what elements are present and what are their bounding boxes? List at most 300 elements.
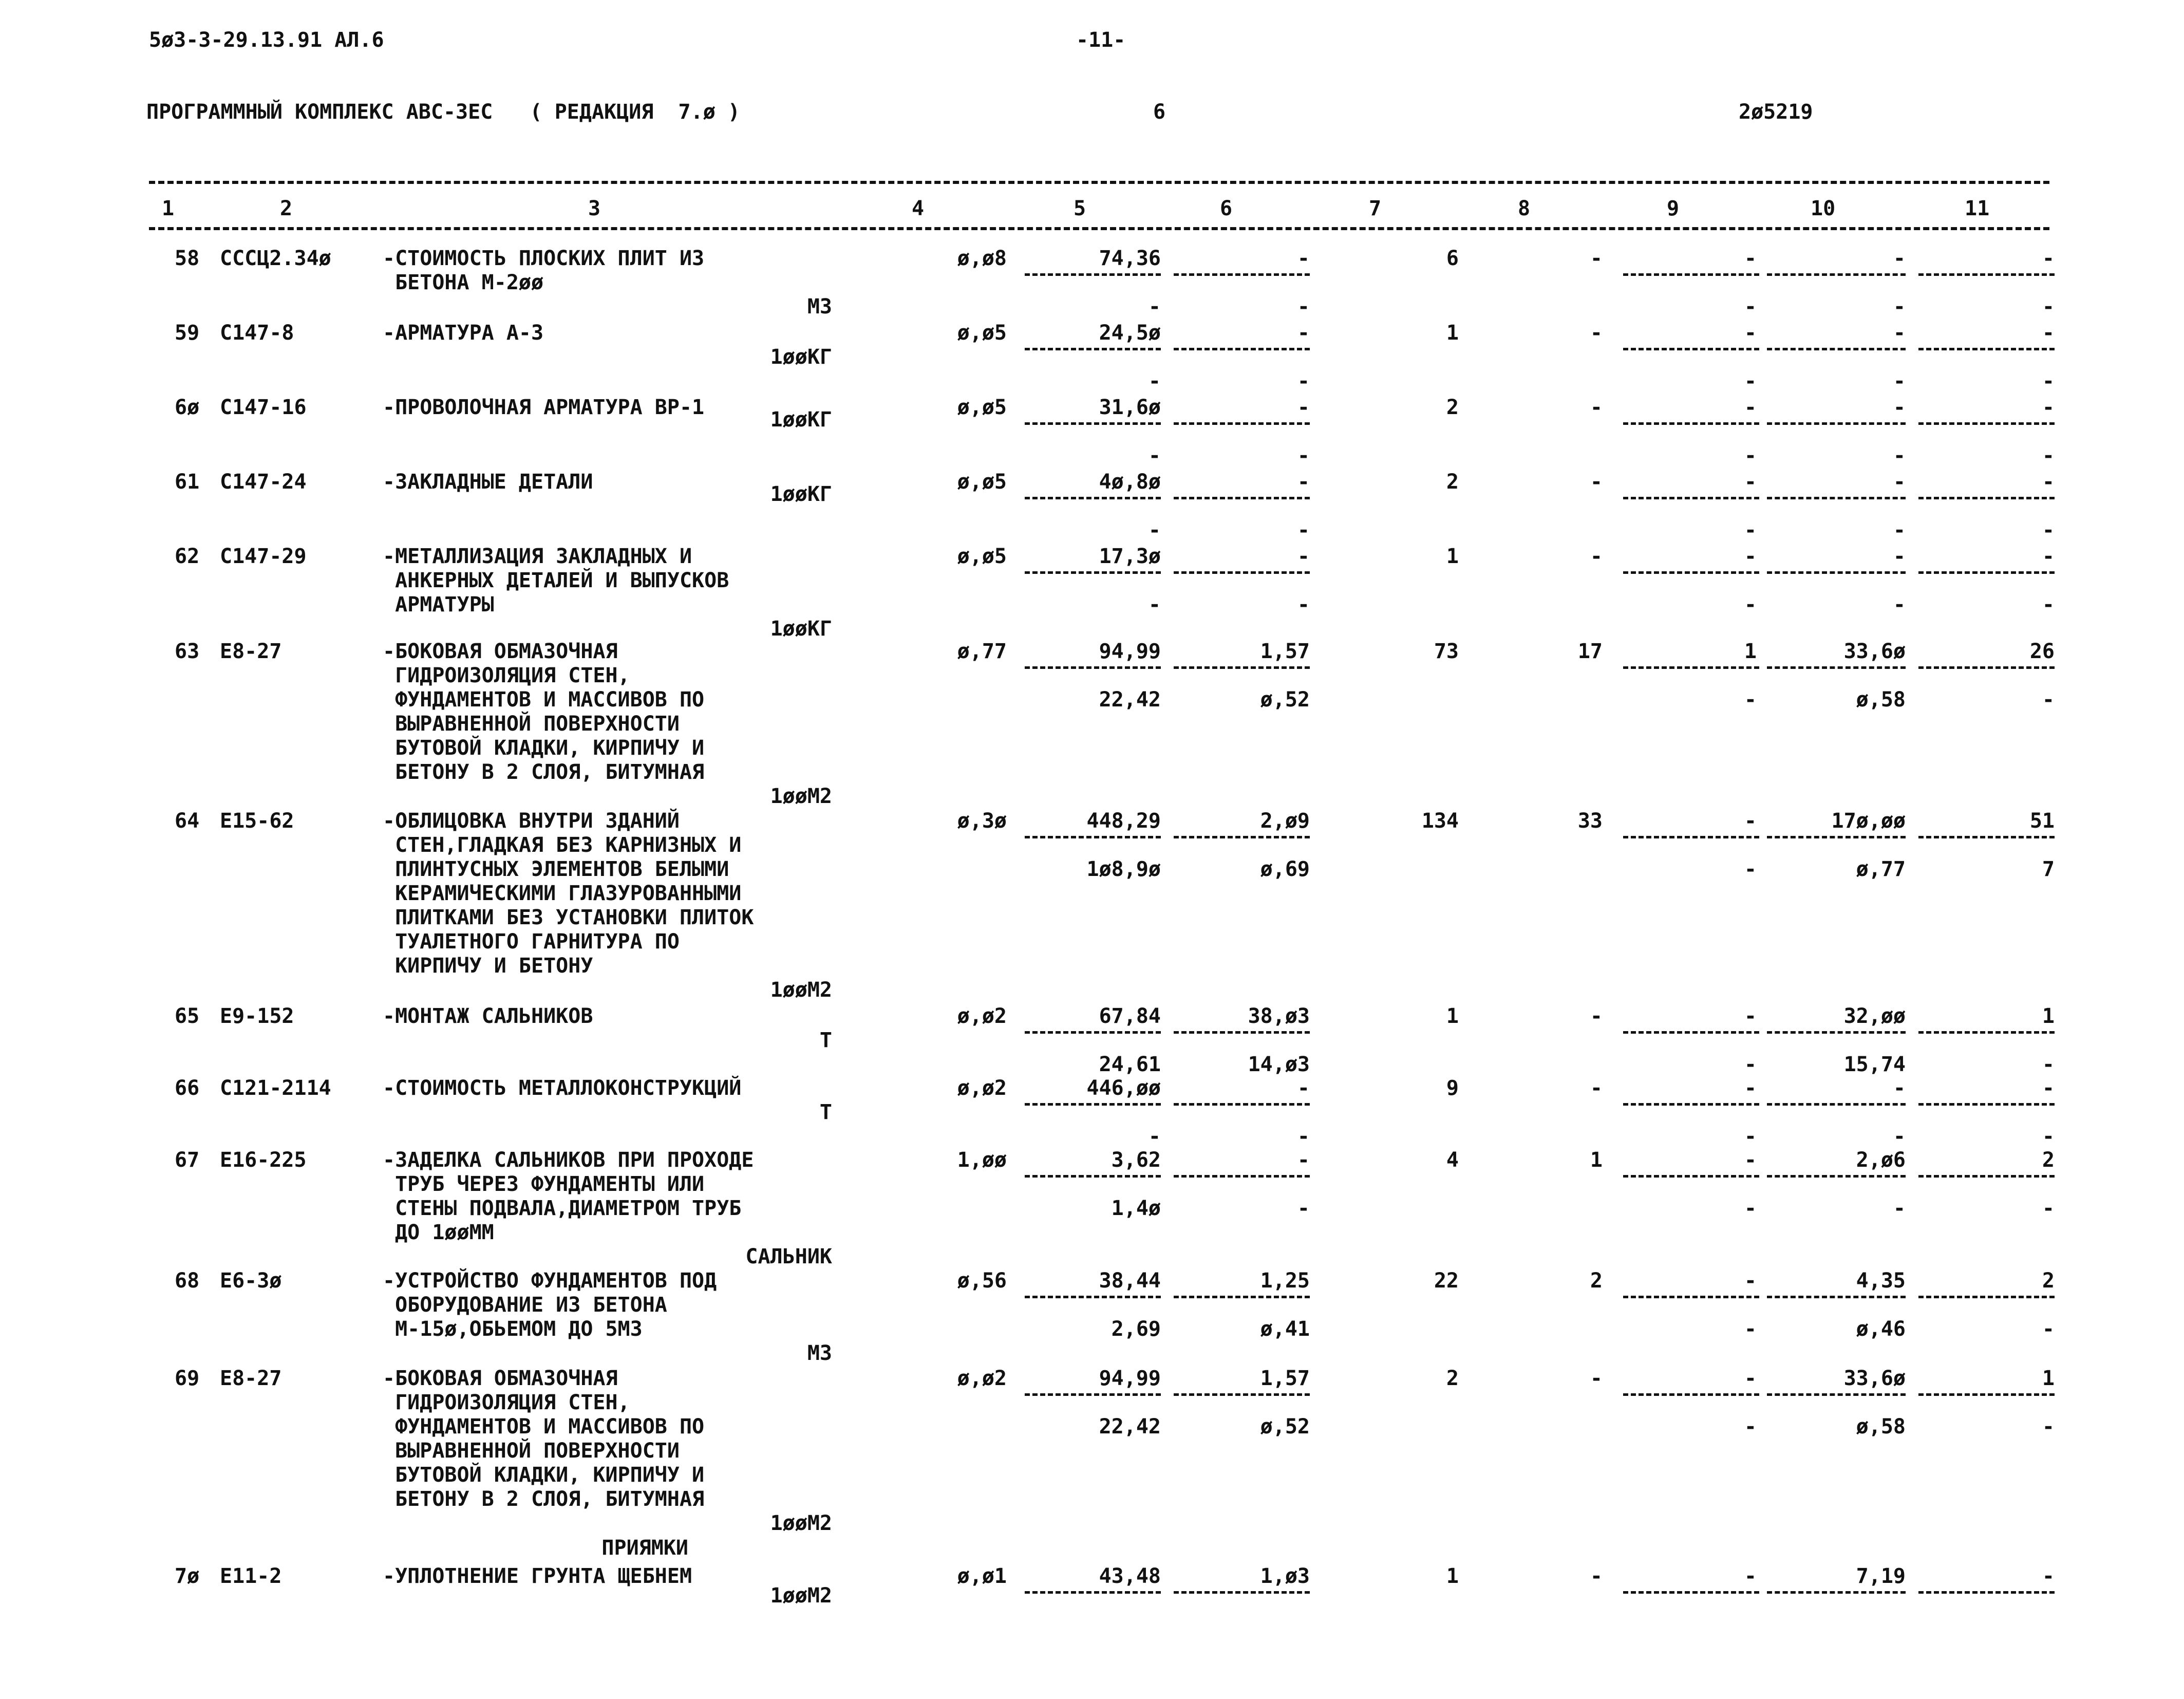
labor-total-cell: 51	[2029, 809, 2055, 833]
row-number: 64	[175, 809, 200, 833]
quantity-cell: ø,ø5	[957, 470, 1007, 494]
cell-separator-line	[1025, 1031, 1161, 1034]
unit-wage-cell: -	[1148, 444, 1161, 468]
machine-wage-cell: ø,69	[1260, 857, 1310, 881]
row-number: 62	[175, 545, 200, 568]
cell-separator-line	[1918, 422, 2055, 425]
column-9-cell: -	[1744, 1367, 1757, 1390]
cell-separator-line	[1918, 497, 2055, 499]
labor-total-sub-cell: -	[2042, 1317, 2055, 1341]
labor-total-sub-cell: -	[2042, 295, 2055, 319]
cell-separator-line	[1918, 1103, 2055, 1106]
machine-cost-cell: 1,57	[1260, 640, 1310, 663]
cell-separator-line	[1174, 1103, 1310, 1106]
labor-total-cell: 26	[2029, 640, 2055, 663]
total-cost-cell: 2	[1446, 1367, 1459, 1390]
labor-sub-cell: -	[1893, 518, 1906, 542]
cell-separator-line	[1767, 1103, 1906, 1106]
quantity-cell: ø,56	[957, 1269, 1007, 1293]
machine-cost-cell: -	[1297, 545, 1310, 568]
machine-cost-cell: 1,25	[1260, 1269, 1310, 1293]
column-9-sub-cell: -	[1744, 444, 1757, 468]
wages-cell: -	[1590, 1076, 1603, 1100]
quantity-cell: ø,ø2	[957, 1076, 1007, 1100]
quantity-cell: ø,ø2	[957, 1367, 1007, 1390]
row-number: 61	[175, 470, 200, 494]
unit-wage-cell: 22,42	[1099, 1415, 1161, 1439]
wages-cell: -	[1590, 321, 1603, 345]
cell-separator-line	[1918, 666, 2055, 669]
cell-separator-line	[1025, 422, 1161, 425]
cell-separator-line	[1025, 497, 1161, 499]
machine-wage-cell: -	[1297, 518, 1310, 542]
unit-wage-cell: -	[1148, 518, 1161, 542]
unit-wage-cell: 1ø8,9ø	[1086, 857, 1161, 881]
cell-separator-line	[1025, 666, 1161, 669]
machine-wage-cell: 14,ø3	[1248, 1053, 1310, 1076]
cell-separator-line	[1174, 1296, 1310, 1298]
row-number: 66	[175, 1076, 200, 1100]
table-row	[0, 247, 2184, 321]
labor-sub-cell: ø,58	[1856, 1415, 1906, 1439]
table-top-rule	[149, 181, 2049, 184]
labor-total-cell: 1	[2042, 1004, 2055, 1028]
cell-separator-line	[1767, 1591, 1906, 1594]
labor-cell: 4,35	[1856, 1269, 1906, 1293]
unit-of-measure: САЛЬНИК	[745, 1245, 832, 1268]
program-title: ПРОГРАММНЫЙ КОМПЛЕКС АВС-3ЕС ( РЕДАКЦИЯ 7.ø )	[146, 100, 740, 124]
cell-separator-line	[1025, 1393, 1161, 1396]
total-cost-cell: 1	[1446, 1004, 1459, 1028]
labor-total-sub-cell: -	[2042, 593, 2055, 617]
labor-total-sub-cell: -	[2042, 518, 2055, 542]
column-9-sub-cell: -	[1744, 857, 1757, 881]
unit-of-measure: 1øøКГ	[770, 617, 832, 641]
document-code: 5ø3-3-29.13.91 АЛ.6	[149, 28, 384, 52]
table-row	[0, 545, 2184, 640]
labor-total-sub-cell: -	[2042, 1053, 2055, 1076]
work-description: -МОНТАЖ САЛЬНИКОВ	[383, 1004, 593, 1028]
rate-code: Е8-27	[220, 1367, 282, 1390]
labor-sub-cell: ø,77	[1856, 857, 1906, 881]
unit-of-measure: 1øøКГ	[770, 408, 832, 432]
cell-separator-line	[1623, 497, 1759, 499]
work-description: -ПРОВОЛОЧНАЯ АРМАТУРА ВР-1	[383, 396, 705, 419]
cell-separator-line	[1174, 273, 1310, 276]
cell-separator-line	[1767, 1296, 1906, 1298]
work-description: -СТОИМОСТЬ ПЛОСКИХ ПЛИТ ИЗ БЕТОНА М-2øø	[383, 247, 705, 294]
column-9-cell: -	[1744, 1076, 1757, 1100]
cell-separator-line	[1767, 1175, 1906, 1178]
labor-total-cell: 2	[2042, 1148, 2055, 1172]
wages-cell: -	[1590, 545, 1603, 568]
cell-separator-line	[1623, 273, 1759, 276]
machine-cost-cell: -	[1297, 396, 1310, 419]
column-header: 8	[1518, 197, 1531, 220]
labor-sub-cell: ø,46	[1856, 1317, 1906, 1341]
column-9-sub-cell: -	[1744, 1053, 1757, 1076]
labor-total-sub-cell: 7	[2042, 857, 2055, 881]
labor-sub-cell: -	[1893, 295, 1906, 319]
machine-wage-cell: -	[1297, 593, 1310, 617]
unit-wage-cell: 1,4ø	[1111, 1197, 1161, 1220]
labor-total-sub-cell: -	[2042, 444, 2055, 468]
column-header: 7	[1369, 197, 1382, 220]
quantity-cell: ø,ø8	[957, 247, 1007, 270]
total-cost-cell: 6	[1446, 247, 1459, 270]
cell-separator-line	[1767, 422, 1906, 425]
work-description: -БОКОВАЯ ОБМАЗОЧНАЯ ГИДРОИЗОЛЯЦИЯ СТЕН, ФУНДАМЕНТОВ И МАССИВОВ ПО ВЫРАВНЕННОЙ ПОВЕРХНОСТИ БУТОВОЙ КЛАДКИ, КИРПИЧУ И БЕТОНУ В 2 СЛОЯ, БИТУМНАЯ	[383, 1367, 705, 1511]
cell-separator-line	[1623, 1591, 1759, 1594]
machine-wage-cell: ø,52	[1260, 688, 1310, 712]
cell-separator-line	[1623, 1393, 1759, 1396]
work-description: -СТОИМОСТЬ МЕТАЛЛОКОНСТРУКЦИЙ	[383, 1076, 742, 1100]
table-row	[0, 470, 2184, 545]
work-description: -ЗАДЕЛКА САЛЬНИКОВ ПРИ ПРОХОДЕ ТРУБ ЧЕРЕЗ ФУНДАМЕНТЫ ИЛИ СТЕНЫ ПОДВАЛА,ДИАМЕТРОМ ТРУБ ДО 1øøММ	[383, 1148, 754, 1244]
labor-cell: -	[1893, 470, 1906, 494]
work-description: -ЗАКЛАДНЫЕ ДЕТАЛИ	[383, 470, 593, 494]
column-9-cell: -	[1744, 1148, 1757, 1172]
document-number: 2ø5219	[1739, 100, 1813, 124]
labor-cell: 33,6ø	[1843, 640, 1906, 663]
work-description: -БОКОВАЯ ОБМАЗОЧНАЯ ГИДРОИЗОЛЯЦИЯ СТЕН, ФУНДАМЕНТОВ И МАССИВОВ ПО ВЫРАВНЕННОЙ ПОВЕРХНОСТИ БУТОВОЙ КЛАДКИ, КИРПИЧУ И БЕТОНУ В 2 СЛОЯ, БИТУМНАЯ	[383, 640, 705, 784]
machine-cost-cell: -	[1297, 1148, 1310, 1172]
row-number: 68	[175, 1269, 200, 1293]
labor-total-sub-cell: -	[2042, 1125, 2055, 1148]
unit-of-measure: 1øøКГ	[770, 482, 832, 506]
cell-separator-line	[1623, 348, 1759, 350]
labor-total-cell: 1	[2042, 1367, 2055, 1390]
labor-cell: -	[1893, 1076, 1906, 1100]
cell-separator-line	[1174, 1175, 1310, 1178]
unit-of-measure: М3	[807, 295, 832, 319]
wages-cell: 33	[1577, 809, 1603, 833]
column-header: 1	[162, 197, 175, 220]
page-number: -11-	[1076, 28, 1126, 52]
cell-separator-line	[1174, 666, 1310, 669]
column-header: 9	[1667, 197, 1680, 220]
rate-code: Е9-152	[220, 1004, 294, 1028]
cell-separator-line	[1623, 1031, 1759, 1034]
quantity-cell: ø,ø5	[957, 545, 1007, 568]
cell-separator-line	[1174, 348, 1310, 350]
table-row	[0, 1148, 2184, 1269]
column-header: 2	[280, 197, 293, 220]
column-header: 3	[588, 197, 601, 220]
unit-cost-cell: 4ø,8ø	[1099, 470, 1161, 494]
machine-cost-cell: -	[1297, 247, 1310, 270]
unit-wage-cell: 22,42	[1099, 688, 1161, 712]
unit-of-measure: 1øøКГ	[770, 345, 832, 369]
wages-cell: -	[1590, 1367, 1603, 1390]
table-row	[0, 809, 2184, 1004]
column-9-sub-cell: -	[1744, 1415, 1757, 1439]
quantity-cell: ø,ø5	[957, 321, 1007, 345]
labor-sub-cell: ø,58	[1856, 688, 1906, 712]
unit-cost-cell: 3,62	[1111, 1148, 1161, 1172]
wages-cell: -	[1590, 396, 1603, 419]
unit-wage-cell: -	[1148, 1125, 1161, 1148]
labor-total-cell: -	[2042, 1564, 2055, 1588]
quantity-cell: ø,ø5	[957, 396, 1007, 419]
unit-wage-cell: -	[1148, 295, 1161, 319]
column-header: 11	[1965, 197, 1990, 220]
labor-cell: 32,øø	[1843, 1004, 1906, 1028]
column-9-cell: -	[1744, 247, 1757, 270]
total-cost-cell: 2	[1446, 396, 1459, 419]
cell-separator-line	[1025, 571, 1161, 574]
rate-code: СССЦ2.34ø	[220, 247, 331, 270]
table-row	[0, 1269, 2184, 1367]
total-cost-cell: 1	[1446, 1564, 1459, 1588]
cell-separator-line	[1767, 348, 1906, 350]
cell-separator-line	[1918, 1031, 2055, 1034]
table-row	[0, 1076, 2184, 1148]
work-description: -УПЛОТНЕНИЕ ГРУНТА ЩЕБНЕМ	[383, 1564, 692, 1588]
labor-cell: -	[1893, 396, 1906, 419]
labor-cell: 2,ø6	[1856, 1148, 1906, 1172]
column-9-cell: -	[1744, 1564, 1757, 1588]
cell-separator-line	[1174, 1591, 1310, 1594]
machine-wage-cell: ø,41	[1260, 1317, 1310, 1341]
unit-cost-cell: 448,29	[1086, 809, 1161, 833]
total-cost-cell: 134	[1421, 809, 1459, 833]
cell-separator-line	[1918, 571, 2055, 574]
cell-separator-line	[1918, 1591, 2055, 1594]
column-9-sub-cell: -	[1744, 1197, 1757, 1220]
cell-separator-line	[1767, 571, 1906, 574]
wages-cell: 17	[1577, 640, 1603, 663]
labor-sub-cell: -	[1893, 593, 1906, 617]
unit-cost-cell: 38,44	[1099, 1269, 1161, 1293]
machine-cost-cell: -	[1297, 1076, 1310, 1100]
table-row	[0, 321, 2184, 396]
table-row	[0, 640, 2184, 809]
unit-cost-cell: 67,84	[1099, 1004, 1161, 1028]
unit-wage-cell: -	[1148, 369, 1161, 393]
cell-separator-line	[1918, 348, 2055, 350]
rate-code: С121-2114	[220, 1076, 331, 1100]
unit-of-measure: М3	[807, 1341, 832, 1365]
cell-separator-line	[1174, 1393, 1310, 1396]
wages-cell: -	[1590, 247, 1603, 270]
unit-cost-cell: 31,6ø	[1099, 396, 1161, 419]
table-row	[0, 1004, 2184, 1076]
cell-separator-line	[1025, 348, 1161, 350]
unit-of-measure: 1øøМ2	[770, 978, 832, 1002]
unit-of-measure: 1øøМ2	[770, 1584, 832, 1608]
quantity-cell: ø,77	[957, 640, 1007, 663]
total-cost-cell: 1	[1446, 321, 1459, 345]
column-9-sub-cell: -	[1744, 688, 1757, 712]
rate-code: С147-16	[220, 396, 307, 419]
labor-total-cell: -	[2042, 545, 2055, 568]
rate-code: Е8-27	[220, 640, 282, 663]
column-9-cell: -	[1744, 1269, 1757, 1293]
cell-separator-line	[1918, 1296, 2055, 1298]
labor-sub-cell: -	[1893, 1125, 1906, 1148]
unit-of-measure: Т	[819, 1100, 832, 1124]
cell-separator-line	[1767, 836, 1906, 838]
labor-cell: -	[1893, 321, 1906, 345]
labor-sub-cell: -	[1893, 369, 1906, 393]
machine-cost-cell: 1,ø3	[1260, 1564, 1310, 1588]
cell-separator-line	[1174, 571, 1310, 574]
column-header-row	[0, 197, 2184, 222]
labor-total-cell: -	[2042, 321, 2055, 345]
unit-cost-cell: 94,99	[1099, 1367, 1161, 1390]
cell-separator-line	[1918, 1393, 2055, 1396]
column-9-cell: -	[1744, 396, 1757, 419]
unit-wage-cell: -	[1148, 593, 1161, 617]
labor-cell: -	[1893, 247, 1906, 270]
machine-cost-cell: 2,ø9	[1260, 809, 1310, 833]
column-header: 4	[912, 197, 925, 220]
labor-total-cell: -	[2042, 396, 2055, 419]
machine-wage-cell: -	[1297, 295, 1310, 319]
cell-separator-line	[1623, 1296, 1759, 1298]
labor-total-cell: 2	[2042, 1269, 2055, 1293]
quantity-cell: ø,3ø	[957, 809, 1007, 833]
column-9-cell: 1	[1744, 640, 1757, 663]
total-cost-cell: 73	[1434, 640, 1459, 663]
column-header: 10	[1811, 197, 1836, 220]
machine-cost-cell: 38,ø3	[1248, 1004, 1310, 1028]
column-9-sub-cell: -	[1744, 518, 1757, 542]
cell-separator-line	[1623, 666, 1759, 669]
cell-separator-line	[1623, 1175, 1759, 1178]
row-number: 6ø	[175, 396, 200, 419]
quantity-cell: 1,øø	[957, 1148, 1007, 1172]
column-header: 6	[1220, 197, 1233, 220]
wages-cell: -	[1590, 1004, 1603, 1028]
unit-cost-cell: 24,5ø	[1099, 321, 1161, 345]
cell-separator-line	[1623, 571, 1759, 574]
unit-of-measure: 1øøМ2	[770, 785, 832, 808]
cell-separator-line	[1767, 1393, 1906, 1396]
total-cost-cell: 2	[1446, 470, 1459, 494]
total-cost-cell: 1	[1446, 545, 1459, 568]
labor-sub-cell: -	[1893, 444, 1906, 468]
column-9-sub-cell: -	[1744, 1317, 1757, 1341]
unit-cost-cell: 17,3ø	[1099, 545, 1161, 568]
machine-wage-cell: ø,52	[1260, 1415, 1310, 1439]
cell-separator-line	[1623, 836, 1759, 838]
labor-cell: 17ø,øø	[1831, 809, 1906, 833]
cell-separator-line	[1174, 422, 1310, 425]
cell-separator-line	[1174, 836, 1310, 838]
column-9-sub-cell: -	[1744, 295, 1757, 319]
labor-total-sub-cell: -	[2042, 688, 2055, 712]
column-9-sub-cell: -	[1744, 1125, 1757, 1148]
machine-cost-cell: -	[1297, 470, 1310, 494]
rate-code: Е11-2	[220, 1564, 282, 1588]
table-row	[0, 1564, 2184, 1621]
unit-wage-cell: 24,61	[1099, 1053, 1161, 1076]
cell-separator-line	[1025, 1296, 1161, 1298]
unit-wage-cell: 2,69	[1111, 1317, 1161, 1341]
row-number: 69	[175, 1367, 200, 1390]
total-cost-cell: 22	[1434, 1269, 1459, 1293]
cell-separator-line	[1025, 1175, 1161, 1178]
cell-separator-line	[1767, 273, 1906, 276]
cell-separator-line	[1174, 497, 1310, 499]
cell-separator-line	[1767, 1031, 1906, 1034]
cell-separator-line	[1767, 666, 1906, 669]
cell-separator-line	[1918, 836, 2055, 838]
column-9-cell: -	[1744, 1004, 1757, 1028]
wages-cell: 2	[1590, 1269, 1603, 1293]
machine-cost-cell: -	[1297, 321, 1310, 345]
total-cost-cell: 4	[1446, 1148, 1459, 1172]
cell-separator-line	[1025, 836, 1161, 838]
labor-total-cell: -	[2042, 470, 2055, 494]
cell-separator-line	[1767, 497, 1906, 499]
column-9-cell: -	[1744, 809, 1757, 833]
rate-code: Е16-225	[220, 1148, 307, 1172]
table-header-rule	[149, 227, 2049, 230]
row-number: 7ø	[175, 1564, 200, 1588]
labor-sub-cell: 15,74	[1843, 1053, 1906, 1076]
column-9-sub-cell: -	[1744, 593, 1757, 617]
sheet-number: 6	[1153, 100, 1166, 124]
work-description: -УСТРОЙСТВО ФУНДАМЕНТОВ ПОД ОБОРУДОВАНИЕ ИЗ БЕТОНА М-15ø,ОБЬЕМОМ ДО 5М3	[383, 1269, 717, 1341]
unit-cost-cell: 446,øø	[1086, 1076, 1161, 1100]
estimate-table-body	[0, 247, 2184, 1621]
labor-total-cell: -	[2042, 247, 2055, 270]
unit-cost-cell: 94,99	[1099, 640, 1161, 663]
cell-separator-line	[1025, 1103, 1161, 1106]
wages-cell: 1	[1590, 1148, 1603, 1172]
unit-of-measure: 1øøМ2	[770, 1511, 832, 1535]
labor-sub-cell: -	[1893, 1197, 1906, 1220]
unit-cost-cell: 43,48	[1099, 1564, 1161, 1588]
unit-of-measure: Т	[819, 1029, 832, 1052]
labor-cell: 7,19	[1856, 1564, 1906, 1588]
cell-separator-line	[1025, 1591, 1161, 1594]
row-number: 65	[175, 1004, 200, 1028]
cell-separator-line	[1918, 273, 2055, 276]
total-cost-cell: 9	[1446, 1076, 1459, 1100]
cell-separator-line	[1025, 273, 1161, 276]
cell-separator-line	[1623, 422, 1759, 425]
labor-total-cell: -	[2042, 1076, 2055, 1100]
labor-total-sub-cell: -	[2042, 1197, 2055, 1220]
row-number: 67	[175, 1148, 200, 1172]
machine-cost-cell: 1,57	[1260, 1367, 1310, 1390]
quantity-cell: ø,ø2	[957, 1004, 1007, 1028]
cell-separator-line	[1174, 1031, 1310, 1034]
column-9-sub-cell: -	[1744, 369, 1757, 393]
rate-code: Е15-62	[220, 809, 294, 833]
rate-code: С147-29	[220, 545, 307, 568]
machine-wage-cell: -	[1297, 1197, 1310, 1220]
wages-cell: -	[1590, 1564, 1603, 1588]
labor-cell: 33,6ø	[1843, 1367, 1906, 1390]
work-description: -МЕТАЛЛИЗАЦИЯ ЗАКЛАДНЫХ И АНКЕРНЫХ ДЕТАЛЕЙ И ВЫПУСКОВ АРМАТУРЫ	[383, 545, 729, 617]
rate-code: С147-8	[220, 321, 294, 345]
wages-cell: -	[1590, 470, 1603, 494]
row-note: ПРИЯМКИ	[601, 1536, 688, 1560]
work-description: -АРМАТУРА А-3	[383, 321, 544, 345]
quantity-cell: ø,ø1	[957, 1564, 1007, 1588]
table-row	[0, 396, 2184, 470]
work-description: -ОБЛИЦОВКА ВНУТРИ ЗДАНИЙ СТЕН,ГЛАДКАЯ БЕЗ КАРНИЗНЫХ И ПЛИНТУСНЫХ ЭЛЕМЕНТОВ БЕЛЫМИ КЕРАМИЧЕСКИМИ ГЛАЗУРОВАННЫМИ ПЛИТКАМИ БЕЗ УСТАНОВКИ ПЛИТОК ТУАЛЕТНОГО ГАРНИТУРА ПО КИРПИЧУ И БЕТОНУ	[383, 809, 754, 978]
row-number: 59	[175, 321, 200, 345]
labor-cell: -	[1893, 545, 1906, 568]
labor-total-sub-cell: -	[2042, 369, 2055, 393]
machine-wage-cell: -	[1297, 444, 1310, 468]
